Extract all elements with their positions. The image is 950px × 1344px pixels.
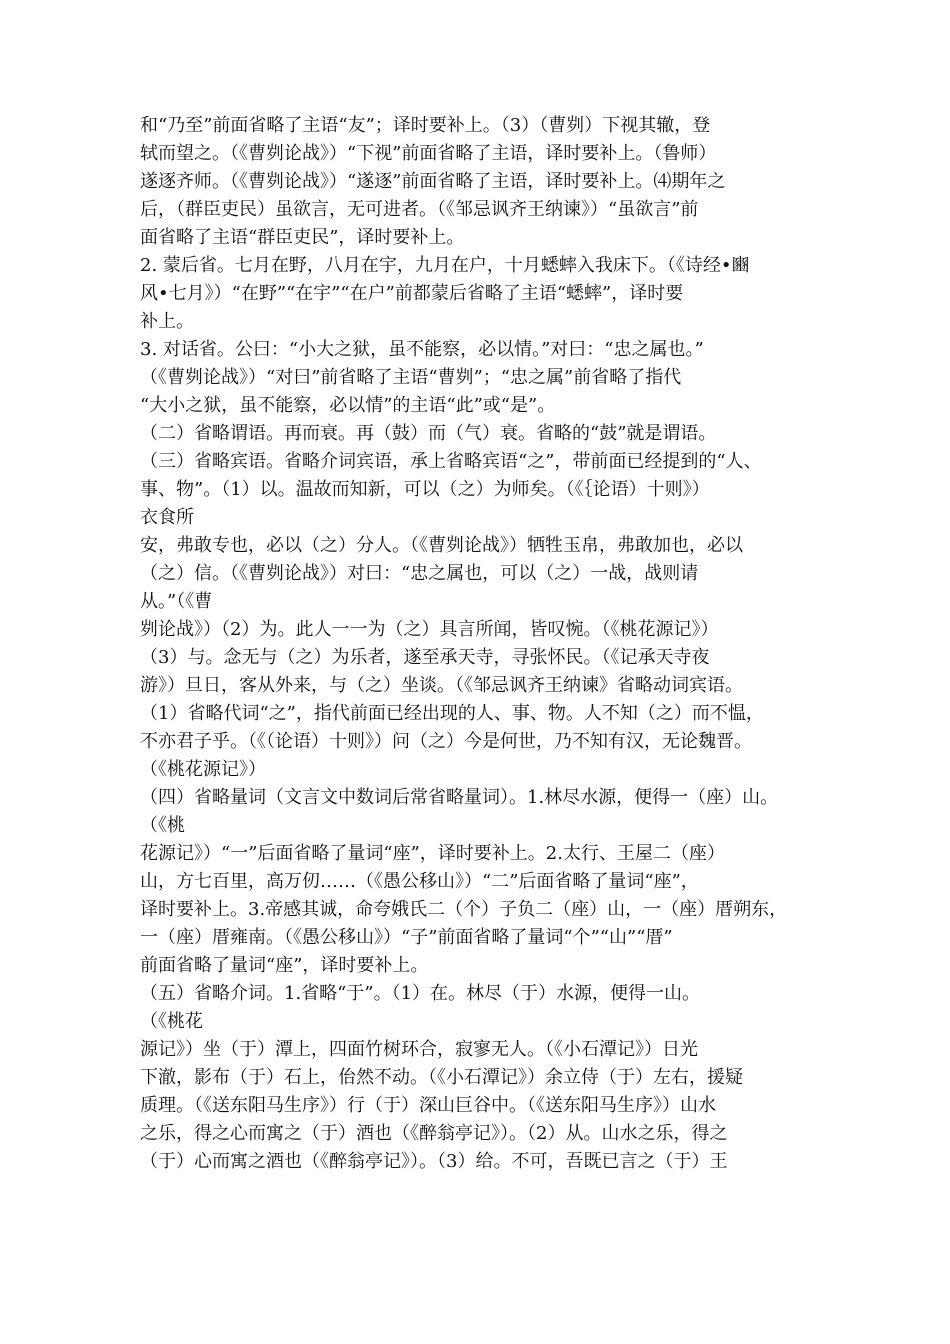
text-line: （《桃花源记》） (140, 759, 266, 780)
text-line: 质理。（《送东阳马生序》）行（于）深山巨谷中。（《送东阳马生序》）山水 (140, 1095, 716, 1116)
text-line: （之）信。（《曹刿论战》）对曰：“忠之属也，可以（之）一战，战则请 (140, 563, 699, 584)
text-line: （《桃 (140, 815, 185, 836)
text-line: 花源记》）“一”后面省略了量词“座”，译时要补上。2.太行、王屋二（座） (140, 843, 725, 864)
text-line: （3）与。念无与（之）为乐者，遂至承天寺，寻张怀民。（《记承天寺夜 (140, 647, 710, 668)
text-line: 前面省略了量词“座”，译时要补上。 (140, 955, 429, 976)
text-line: 风•七月》）“在野”“在宇”“在户”前都蒙后省略了主语“蟋蟀”，译时要 (140, 283, 684, 304)
text-line: 刿论战》）（2）为。此人一一为（之）具言所闻，皆叹惋。（《桃花源记》） (140, 619, 719, 640)
text-line: （四）省略量词（文言文中数词后常省略量词）。1.林尽水源，便得一（座）山。 (140, 787, 779, 808)
text-line: （《曹刿论战》）“对曰”前省略了主语“曹刿”；“忠之属”前省略了指代 (140, 367, 682, 388)
text-line: 不亦君子乎。（《（论语）十则》）问（之）今是何世，乃不知有汉，无论魏晋。 (140, 731, 752, 752)
text-line: 和“乃至”前面省略了主语“友”；译时要补上。（3）（曹刿）下视其辙，登 (140, 115, 711, 136)
text-line: （于）心而寓之酒也（《醉翁亭记》）。（3）给。不可，吾既已言之（于）王 (140, 1151, 728, 1172)
text-line: （五）省略介词。1.省略“于”。（1）在。林尽（于）水源，便得一山。 (140, 983, 701, 1004)
text-line: 下澈，影布（于）石上，佁然不动。（《小石潭记》）余立侍（于）左右，援疑 (140, 1067, 743, 1088)
text-line: 之乐，得之心而寓之（于）酒也（《醉翁亭记》）。（2）从。山水之乐，得之 (140, 1123, 728, 1144)
text-line: （二）省略谓语。再而衰。再（鼓）而（气）衰。省略的“鼓”就是谓语。 (140, 423, 717, 444)
text-line: 3. 对话省。公曰：“小大之狱，虽不能察，必以情。”对曰：“忠之属也。” (140, 339, 704, 360)
text-line: 事、物”。（1）以。温故而知新，可以（之）为师矣。（《｛论语）十则》） (140, 479, 710, 500)
text-line: （《桃花 (140, 1011, 203, 1032)
text-line: 译时要补上。3.帝感其诚，命夸娥氏二（个）子负二（座）山，一（座）厝朔东， (140, 899, 788, 920)
text-line: 安，弗敢专也，必以（之）分人。（《曹刿论战》）牺牲玉帛，弗敢加也，必以 (140, 535, 743, 556)
text-line: 后，（群臣吏民）虽欲言，无可进者。（《邹忌讽齐王纳谏》）“虽欲言”前 (140, 199, 699, 220)
text-line: 遂逐齐师。（《曹刿论战》）“遂逐”前面省略了主语，译时要补上。⑷期年之 (140, 171, 726, 192)
text-line: （三）省略宾语。省略介词宾语，承上省略宾语“之”，带前面已经提到的“人、 (140, 451, 762, 472)
text-line: 游》）旦日，客从外来，与（之）坐谈。（《邹忌讽齐王纳谏》省略动词宾语。 (140, 675, 743, 696)
text-line: 从。”（《曹 (140, 591, 213, 612)
text-line: 山，方七百里，高万仞……（《愚公移山》）“二”后面省略了量词“座”， (140, 871, 699, 892)
text-line: 面省略了主语“群臣吏民”，译时要补上。 (140, 227, 465, 248)
text-line: 一（座）厝雍南。（《愚公移山》）“子”前面省略了量词“个”“山”“厝” (140, 927, 673, 948)
text-line: 轼而望之。（《曹刿论战》）“下视”前面省略了主语，译时要补上。（鲁师） (140, 143, 717, 164)
text-line: 衣食所 (140, 507, 194, 528)
text-line: 源记》）坐（于）潭上，四面竹树环合，寂寥无人。（《小石潭记》）日光 (140, 1039, 698, 1060)
text-line: （1）省略代词“之”，指代前面已经出现的人、事、物。人不知（之）而不愠， (140, 703, 764, 724)
text-line: 补上。 (140, 311, 194, 332)
text-line: “大小之狱，虽不能察，必以情”的主语“此”或“是”。 (140, 395, 556, 416)
text-line: 2. 蒙后省。七月在野，八月在宇，九月在户，十月蟋蟀入我床下。（《诗经•豳 (140, 255, 750, 276)
